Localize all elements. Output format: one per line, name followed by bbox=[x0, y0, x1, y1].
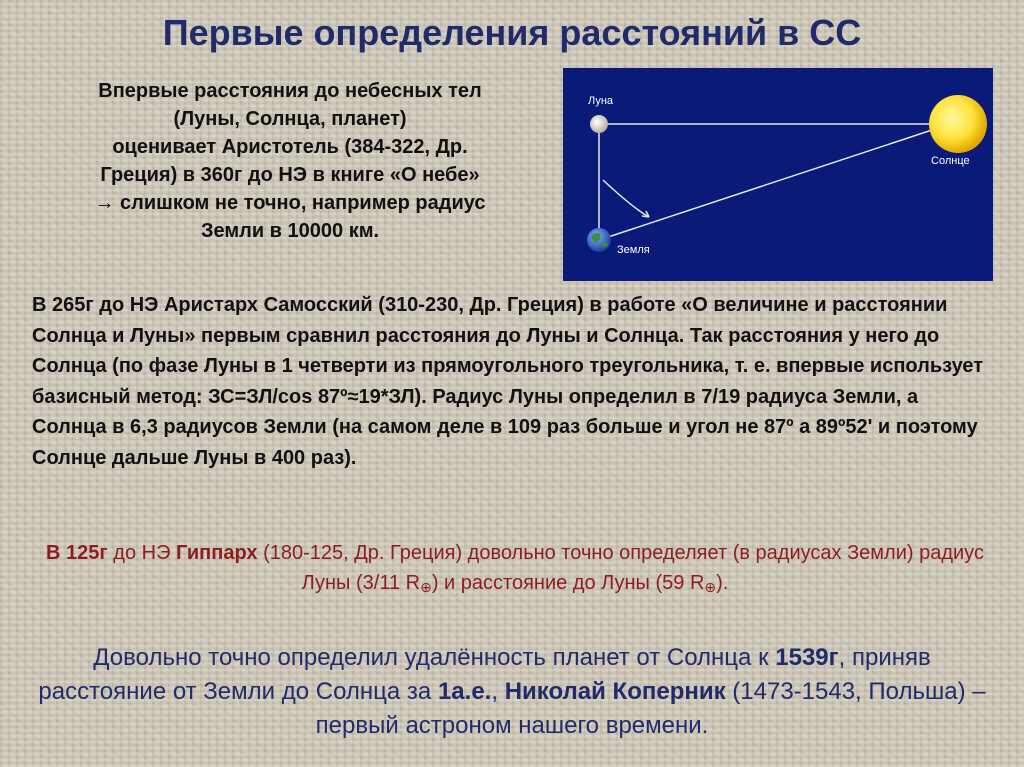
sun-icon bbox=[929, 95, 987, 153]
moon-icon bbox=[590, 115, 608, 133]
intro-line: (Луны, Солнца, планет) bbox=[173, 108, 407, 130]
intro-line: оценивает Аристотель (384-322, Др. bbox=[112, 136, 468, 158]
intro-line: Греция) в 360г до НЭ в книге «О небе» bbox=[100, 164, 480, 186]
slide-title: Первые определения расстояний в СС bbox=[162, 12, 862, 53]
hipparchus-year: В 125г bbox=[46, 542, 108, 564]
copernicus-text: , приняв расстояние от Земли до Солнца за bbox=[38, 644, 931, 705]
intro-line: Впервые расстояния до небесных тел bbox=[98, 80, 482, 102]
hipparchus-text: ). bbox=[716, 572, 729, 594]
hipparchus-name: Гиппарх bbox=[176, 542, 258, 564]
earth-symbol: ⊕ bbox=[704, 579, 717, 595]
copernicus-au: 1а.е. bbox=[437, 678, 492, 705]
copernicus-name: Николай Коперник bbox=[504, 678, 726, 705]
hipparchus-text: до НЭ bbox=[107, 542, 177, 564]
copernicus-text: (1473-1543, Польша) –первый астроном нашего времени. bbox=[315, 678, 986, 739]
copernicus-paragraph bbox=[30, 641, 994, 743]
copernicus-text: Довольно точно определил удалённость планет от Солнца к bbox=[93, 644, 776, 671]
hipparchus-text: (180-125, Др. Греция) довольно точно определяет (в радиусах Земли) радиус Луны (3/11 R bbox=[257, 542, 984, 594]
copernicus-text: , bbox=[491, 678, 505, 705]
intro-line: → слишком не точно, например радиус bbox=[94, 192, 486, 214]
earth-moon-sun-diagram bbox=[563, 68, 993, 281]
earth-label: Земля bbox=[617, 244, 650, 256]
sun-label: Солнце bbox=[931, 155, 970, 167]
intro-paragraph bbox=[30, 77, 550, 245]
aristarchus-paragraph: В 265г до НЭ Аристарх Самосский (310-230, Др. Греция) в работе «О величине и расстоянии Солнца и Луны» первым сравнил расстояния до Луны и Солнца. Так расстояния у него до Солнца (по фазе Луны в 1 четверти из прямоугольного треугольника, т. е. впервые использует базисный метод: ЗС=ЗЛ/cos 87º≈19*ЗЛ). Радиус Луны определил в 7/19 радиуса Земли, а Солнца в 6,3 радиусов Земли (на самом деле в 109 раз больше и угол не 87º а 89º52' и поэтому Солнце дальше Луны в 400 раз). bbox=[32, 294, 984, 469]
intro-line: Земли в 10000 км. bbox=[200, 220, 380, 242]
moon-label: Луна bbox=[588, 95, 614, 107]
hipparchus-text: ) и расстояние до Луны (59 R bbox=[431, 572, 705, 594]
copernicus-year: 1539г bbox=[775, 644, 839, 671]
earth-symbol: ⊕ bbox=[420, 579, 432, 595]
hipparchus-paragraph bbox=[40, 538, 990, 602]
